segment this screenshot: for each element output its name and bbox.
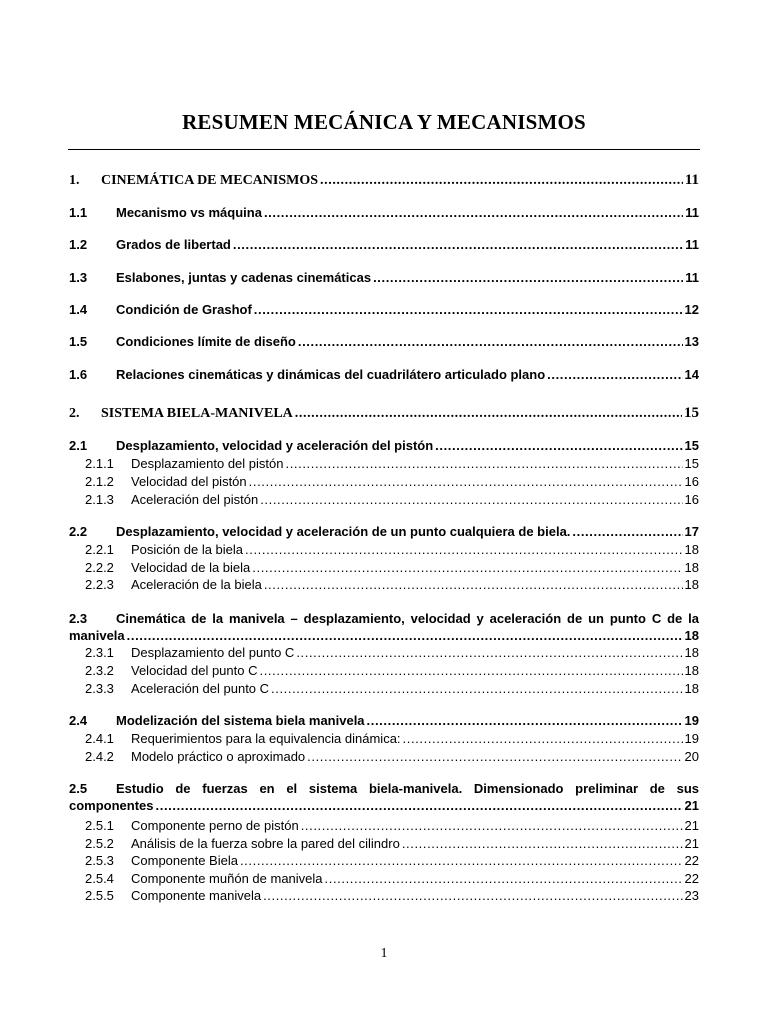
toc-number: 2.2 xyxy=(69,524,88,539)
toc-number: 2.4.1 xyxy=(85,731,114,746)
toc-entry-2-2-3[interactable] xyxy=(85,577,699,593)
toc-text-line-2: componentes xyxy=(69,798,154,813)
toc-number: 2.5.3 xyxy=(85,853,114,868)
toc-entry-2-4-2[interactable] xyxy=(85,749,699,765)
toc-text: Desplazamiento del punto C xyxy=(131,645,295,660)
toc-text: Desplazamiento, velocidad y aceleración del pistón xyxy=(116,438,434,453)
toc-number: 2.2.1 xyxy=(85,542,114,557)
toc-page: 20 xyxy=(684,749,699,764)
toc-entry-2-5-5[interactable] xyxy=(85,888,699,904)
dot-leader xyxy=(435,438,682,454)
toc-page: 19 xyxy=(684,713,699,728)
toc-number: 2.1.1 xyxy=(85,456,114,471)
toc-number: 1.3 xyxy=(69,270,88,285)
toc-entry-line-2 xyxy=(69,627,699,644)
toc-number: 2.5.4 xyxy=(85,871,114,886)
toc-number: 2.2.2 xyxy=(85,560,114,575)
dot-leader xyxy=(260,492,682,508)
toc-page: 11 xyxy=(685,270,699,285)
toc-number: 2.5.2 xyxy=(85,836,114,851)
toc-text: Análisis de la fuerza sobre la pared del cilindro xyxy=(131,836,400,851)
toc-number: 1.2 xyxy=(69,237,88,252)
dot-leader xyxy=(271,681,683,697)
dot-leader xyxy=(263,888,682,904)
toc-page: 22 xyxy=(684,871,699,886)
dot-leader xyxy=(259,663,682,679)
dot-leader xyxy=(403,731,683,747)
toc-entry-2-1[interactable] xyxy=(69,438,699,454)
dot-leader xyxy=(240,853,683,869)
toc-text-line-1: Cinemática de la manivela – desplazamiento, velocidad y aceleración de un punto C de la xyxy=(116,611,699,626)
toc-text: Relaciones cinemáticas y dinámicas del cuadrilátero articulado plano xyxy=(116,367,546,382)
toc-entry-1-3[interactable] xyxy=(69,270,699,286)
toc-entry-2-1-3[interactable] xyxy=(85,492,699,508)
toc-text: Aceleración del pistón xyxy=(131,492,259,507)
dot-leader xyxy=(296,645,682,661)
toc-text: Desplazamiento, velocidad y aceleración de un punto cualquiera de biela. xyxy=(116,524,571,539)
toc-page: 11 xyxy=(685,205,699,220)
dot-leader xyxy=(233,237,683,253)
toc-text-line-2: manivela xyxy=(69,628,125,643)
toc-number: 1. xyxy=(69,173,80,188)
toc-page: 11 xyxy=(684,172,699,188)
toc-text: Grados de libertad xyxy=(116,237,231,252)
toc-text: Modelización del sistema biela manivela xyxy=(116,713,365,728)
toc-entry-2-5-3[interactable] xyxy=(85,853,699,869)
toc-text: Eslabones, juntas y cadenas cinemáticas xyxy=(116,270,372,285)
dot-leader xyxy=(547,367,682,383)
toc-page: 15 xyxy=(684,438,699,453)
toc-number: 2.1.2 xyxy=(85,474,114,489)
toc-entry-line-1 xyxy=(69,610,699,627)
dot-leader xyxy=(301,818,683,834)
dot-leader xyxy=(325,871,683,887)
toc-page: 18 xyxy=(684,663,699,678)
dot-leader xyxy=(264,577,683,593)
toc-entry-2-1-2[interactable] xyxy=(85,474,699,490)
toc-page: 18 xyxy=(684,542,699,557)
toc-text: Componente manivela xyxy=(131,888,262,903)
dot-leader xyxy=(295,406,682,422)
toc-entry-2-3[interactable] xyxy=(69,610,699,644)
toc-text: Componente Biela xyxy=(131,853,238,868)
toc-entry-1-4[interactable] xyxy=(69,302,699,318)
toc-number: 2.1 xyxy=(69,438,88,453)
toc-number: 2.3.2 xyxy=(85,663,114,678)
toc-text: Componente perno de pistón xyxy=(131,818,299,833)
toc-number: 2.4.2 xyxy=(85,749,114,764)
toc-page: 21 xyxy=(684,798,699,813)
toc-text: Mecanismo vs máquina xyxy=(116,205,262,220)
toc-entry-2-2-1[interactable] xyxy=(85,542,699,558)
toc-text: Posición de la biela xyxy=(131,542,244,557)
toc-entry-1-1[interactable] xyxy=(69,205,699,221)
dot-leader xyxy=(252,560,682,576)
toc-entry-line-1 xyxy=(69,780,699,797)
toc-number: 2.3 xyxy=(69,611,88,626)
toc-number: 2.5 xyxy=(69,781,88,796)
toc-entry-line-2 xyxy=(69,797,699,814)
toc-page: 13 xyxy=(684,334,699,349)
dot-leader xyxy=(156,797,683,813)
toc-number: 1.6 xyxy=(69,367,88,382)
toc-text: Aceleración del punto C xyxy=(131,681,270,696)
toc-entry-2[interactable] xyxy=(69,405,699,422)
toc-page: 18 xyxy=(684,645,699,660)
toc-page: 15 xyxy=(684,405,699,421)
toc-number: 2. xyxy=(69,406,80,421)
dot-leader xyxy=(285,456,682,472)
toc-number: 2.2.3 xyxy=(85,577,114,592)
toc-text: Requerimientos para la equivalencia dinámica: xyxy=(131,731,401,746)
toc-text: Condiciones límite de diseño xyxy=(116,334,296,349)
dot-leader xyxy=(249,474,683,490)
toc-entry-1-5[interactable] xyxy=(69,334,699,350)
toc-page: 14 xyxy=(684,367,699,382)
toc-entry-2-3-2[interactable] xyxy=(85,663,699,679)
toc-text: Velocidad del pistón xyxy=(131,474,247,489)
toc-text: CINEMÁTICA DE MECANISMOS xyxy=(101,173,319,188)
toc-number: 2.4 xyxy=(69,713,88,728)
toc-page: 16 xyxy=(684,492,699,507)
toc-entry-1-6[interactable] xyxy=(69,367,699,383)
toc-text: Aceleración de la biela xyxy=(131,577,262,592)
toc-number: 2.5.1 xyxy=(85,818,114,833)
dot-leader xyxy=(264,205,683,221)
toc-entry-2-5-1[interactable] xyxy=(85,818,699,834)
toc-number: 1.5 xyxy=(69,334,88,349)
toc-entry-2-2-2[interactable] xyxy=(85,560,699,576)
document-title: RESUMEN MECÁNICA Y MECANISMOS xyxy=(182,110,586,134)
toc-number: 2.5.5 xyxy=(85,888,114,903)
dot-leader xyxy=(307,749,682,765)
toc-entry-2-2[interactable] xyxy=(69,524,699,540)
dot-leader xyxy=(572,524,682,540)
dot-leader xyxy=(367,713,683,729)
toc-text: Velocidad de la biela xyxy=(131,560,251,575)
toc-entry-2-3-1[interactable] xyxy=(85,645,699,661)
toc-page: 18 xyxy=(684,628,699,643)
toc-entry-2-4-1[interactable] xyxy=(85,731,699,747)
toc-entry-1[interactable] xyxy=(69,172,699,189)
toc-entry-2-5-4[interactable] xyxy=(85,871,699,887)
toc-page: 18 xyxy=(684,577,699,592)
toc-page: 23 xyxy=(684,888,699,903)
toc-text: Componente muñón de manivela xyxy=(131,871,323,886)
toc-text: Velocidad del punto C xyxy=(131,663,258,678)
toc-text: Modelo práctico o aproximado xyxy=(131,749,306,764)
toc-text-line-1: Estudio de fuerzas en el sistema biela-manivela. Dimensionado preliminar de sus xyxy=(116,781,699,796)
page-number: 1 xyxy=(380,946,388,961)
toc-page: 22 xyxy=(684,853,699,868)
dot-leader xyxy=(127,627,683,643)
dot-leader xyxy=(402,836,683,852)
toc-number: 1.4 xyxy=(69,302,88,317)
toc-entry-2-5[interactable] xyxy=(69,780,699,814)
toc-number: 2.1.3 xyxy=(85,492,114,507)
toc-page: 19 xyxy=(684,731,699,746)
toc-page: 12 xyxy=(684,302,699,317)
toc-page: 21 xyxy=(684,836,699,851)
toc-text: Desplazamiento del pistón xyxy=(131,456,284,471)
dot-leader xyxy=(373,270,683,286)
toc-entry-2-4[interactable] xyxy=(69,713,699,729)
dot-leader xyxy=(245,542,683,558)
dot-leader xyxy=(320,173,683,189)
toc-entry-2-3-3[interactable] xyxy=(85,681,699,697)
toc-page: 15 xyxy=(684,456,699,471)
toc-entry-2-1-1[interactable] xyxy=(85,456,699,472)
dot-leader xyxy=(298,334,683,350)
toc-page: 16 xyxy=(684,474,699,489)
toc-text: Condición de Grashof xyxy=(116,302,252,317)
toc-entry-1-2[interactable] xyxy=(69,237,699,253)
toc-text: SISTEMA BIELA-MANIVELA xyxy=(101,406,293,421)
toc-page: 18 xyxy=(684,560,699,575)
toc-number: 1.1 xyxy=(69,205,88,220)
toc-page: 18 xyxy=(684,681,699,696)
toc-number: 2.3.3 xyxy=(85,681,114,696)
toc-number: 2.3.1 xyxy=(85,645,114,660)
toc-page: 17 xyxy=(684,524,699,539)
toc-entry-2-5-2[interactable] xyxy=(85,836,699,852)
toc-page: 11 xyxy=(685,237,699,252)
toc-page: 21 xyxy=(684,818,699,833)
dot-leader xyxy=(254,302,683,318)
